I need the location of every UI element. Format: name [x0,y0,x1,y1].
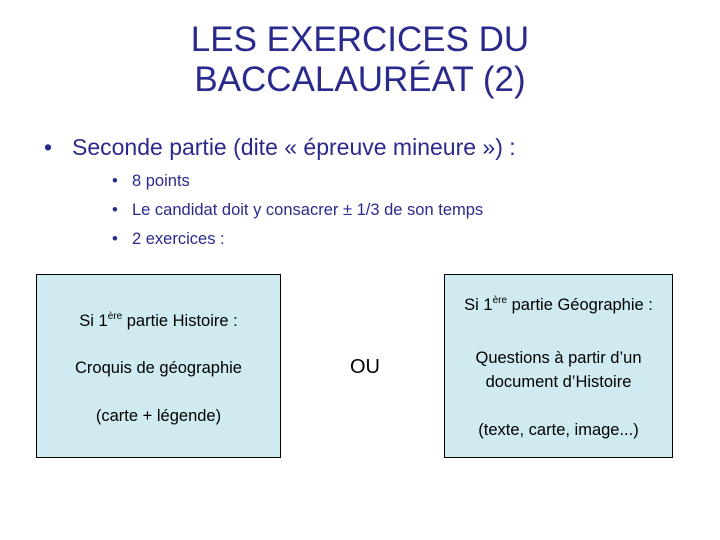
bullet-icon: • [44,134,53,160]
title-line-2: BACCALAURÉAT (2) [194,60,526,99]
geographie-option-box [444,274,673,458]
histoire-box-line-2: (carte + légende) [95,407,222,425]
heading-prefix: Si 1 [79,312,108,330]
sub-bullet-text: Le candidat doit y consacrer ± 1/3 de son temps [132,201,484,219]
sub-bullet-text: 2 exercices : [132,230,225,248]
geographie-box-line-2: document d’Histoire [485,373,632,391]
geographie-box-heading [445,295,672,315]
histoire-box-line-1: Croquis de géographie [75,359,242,377]
main-bullet-text: Seconde partie (dite « épreuve mineure ») : [72,134,516,160]
geographie-box-line-3: (texte, carte, image...) [478,421,639,439]
title-line-1: LES EXERCICES DU [190,20,530,59]
heading-prefix: Si 1 [464,296,493,314]
main-bullet [44,134,516,161]
sub-bullet-list [112,170,483,257]
slide-title [0,20,720,100]
or-label: OU [350,356,380,378]
bullet-icon: • [112,201,118,219]
heading-suffix: partie Histoire : [122,312,238,330]
heading-superscript: ère [492,295,508,306]
sub-bullet-item [112,199,483,228]
histoire-box-heading [37,311,280,331]
bullet-icon: • [112,230,118,248]
heading-suffix: partie Géographie : [507,296,653,314]
geographie-box-line-1: Questions à partir d’un [475,349,642,367]
sub-bullet-item [112,228,483,257]
sub-bullet-text: 8 points [132,172,190,190]
bullet-icon: • [112,172,118,190]
histoire-option-box [36,274,281,458]
sub-bullet-item [112,170,483,199]
heading-superscript: ère [107,311,123,322]
